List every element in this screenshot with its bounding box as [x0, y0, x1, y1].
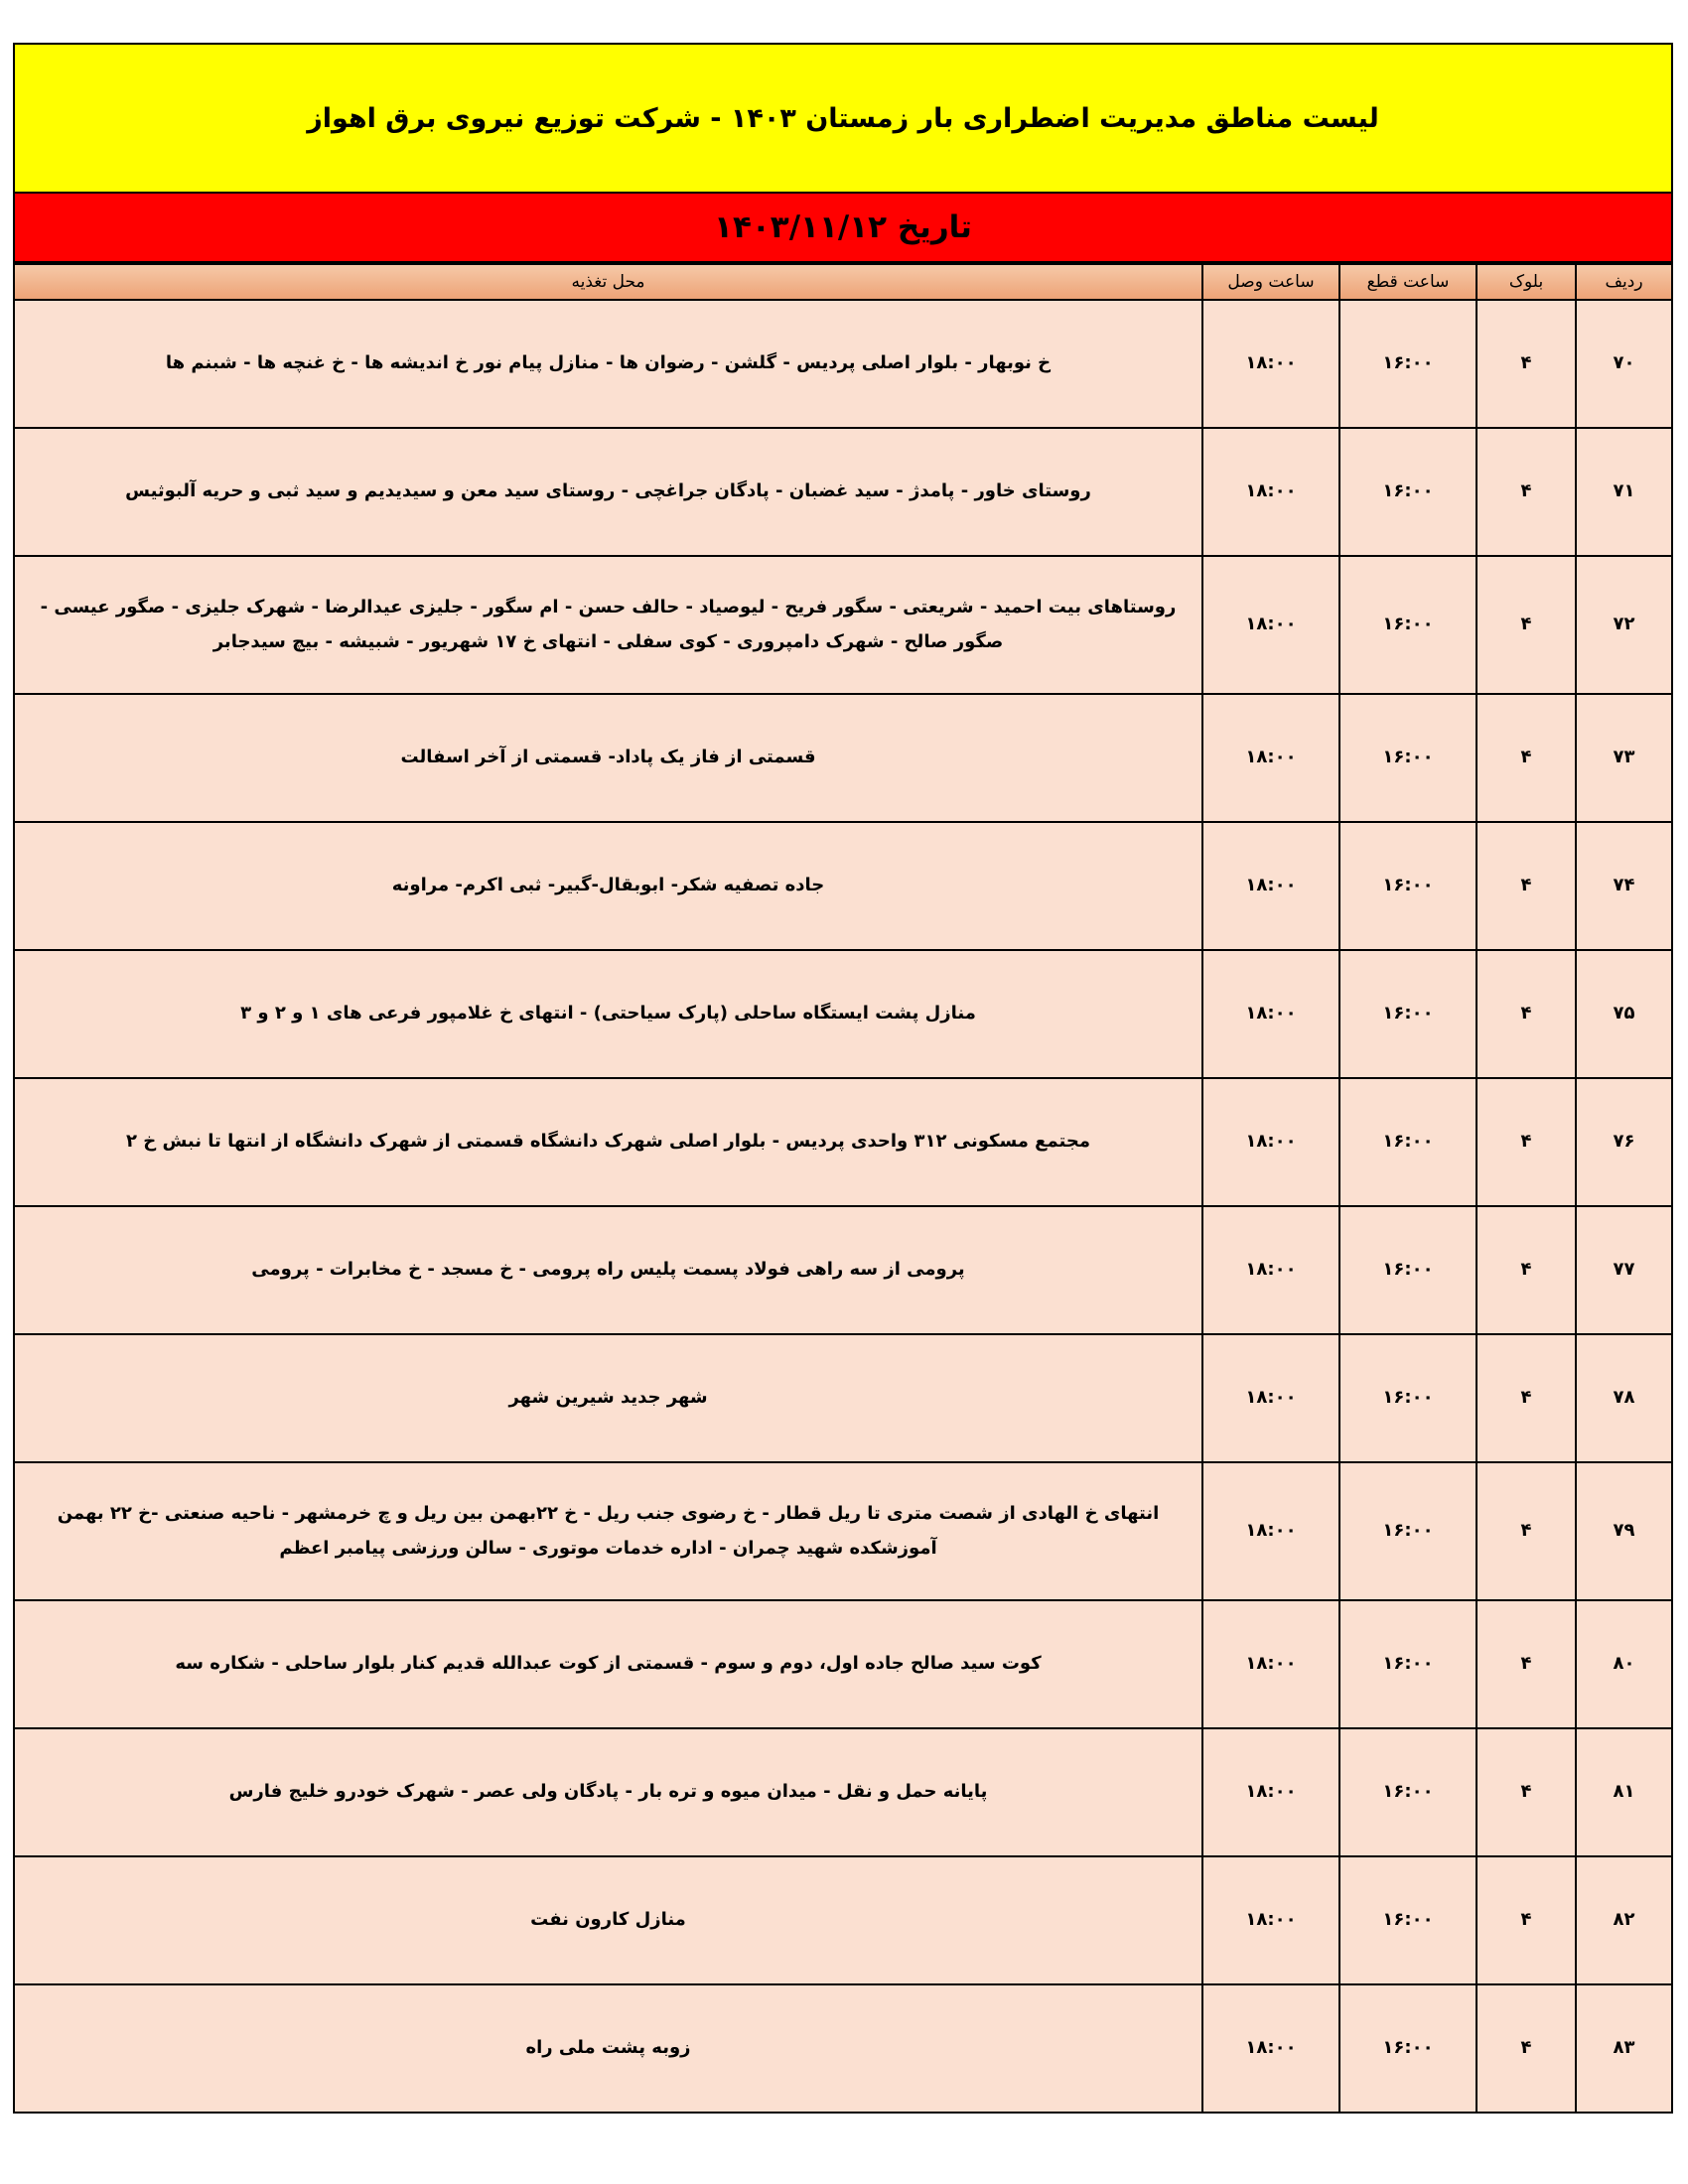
column-header-row-number: ردیف	[1576, 264, 1672, 300]
column-header-cut-time: ساعت قطع	[1339, 264, 1477, 300]
document-title: لیست مناطق مدیریت اضطراری بار زمستان ۱۴۰۳ - شرکت توزیع نیروی برق اهواز	[307, 102, 1379, 134]
row-number-cell: ۸۳	[1576, 1984, 1672, 2113]
table-row	[14, 300, 1672, 428]
cut-time-cell: ۱۶:۰۰	[1339, 1334, 1477, 1462]
document-sheet	[13, 43, 1673, 2114]
cut-time-cell: ۱۶:۰۰	[1339, 822, 1477, 950]
row-number-cell: ۷۸	[1576, 1334, 1672, 1462]
connect-time-cell: ۱۸:۰۰	[1202, 1600, 1339, 1728]
row-number-cell: ۷۴	[1576, 822, 1672, 950]
table-row	[14, 1462, 1672, 1600]
table-row	[14, 822, 1672, 950]
row-number-cell: ۷۳	[1576, 694, 1672, 822]
area-cell: پایانه حمل و نقل - میدان میوه و تره بار - پادگان ولی عصر - شهرک خودرو خلیج فارس	[14, 1728, 1202, 1856]
column-header-area: محل تغذیه	[14, 264, 1202, 300]
cut-time-cell: ۱۶:۰۰	[1339, 694, 1477, 822]
table-row	[14, 428, 1672, 556]
outage-table	[13, 263, 1673, 2114]
cut-time-cell: ۱۶:۰۰	[1339, 1984, 1477, 2113]
block-cell: ۴	[1477, 1856, 1576, 1984]
column-header-connect-time: ساعت وصل	[1202, 264, 1339, 300]
block-cell: ۴	[1477, 1984, 1576, 2113]
column-header-block: بلوک	[1477, 264, 1576, 300]
cut-time-cell: ۱۶:۰۰	[1339, 1078, 1477, 1206]
connect-time-cell: ۱۸:۰۰	[1202, 1206, 1339, 1334]
document-date: تاریخ ۱۴۰۳/۱۱/۱۲	[714, 209, 972, 245]
block-cell: ۴	[1477, 1462, 1576, 1600]
connect-time-cell: ۱۸:۰۰	[1202, 822, 1339, 950]
block-cell: ۴	[1477, 428, 1576, 556]
title-banner	[13, 43, 1673, 194]
area-cell: زوبه پشت ملی راه	[14, 1984, 1202, 2113]
table-body	[14, 300, 1672, 2113]
connect-time-cell: ۱۸:۰۰	[1202, 950, 1339, 1078]
row-number-cell: ۸۲	[1576, 1856, 1672, 1984]
row-number-cell: ۷۵	[1576, 950, 1672, 1078]
table-row	[14, 1078, 1672, 1206]
cut-time-cell: ۱۶:۰۰	[1339, 1856, 1477, 1984]
block-cell: ۴	[1477, 1600, 1576, 1728]
table-row	[14, 1856, 1672, 1984]
table-row	[14, 1600, 1672, 1728]
area-cell: جاده تصفیه شکر- ابوبقال-گبیر- ثبی اکرم- مراونه	[14, 822, 1202, 950]
block-cell: ۴	[1477, 822, 1576, 950]
date-banner	[13, 194, 1673, 263]
connect-time-cell: ۱۸:۰۰	[1202, 1334, 1339, 1462]
block-cell: ۴	[1477, 950, 1576, 1078]
area-cell: کوت سید صالح جاده اول، دوم و سوم - قسمتی از کوت عبدالله قدیم کنار بلوار ساحلی - شکاره سه	[14, 1600, 1202, 1728]
connect-time-cell: ۱۸:۰۰	[1202, 694, 1339, 822]
block-cell: ۴	[1477, 1078, 1576, 1206]
cut-time-cell: ۱۶:۰۰	[1339, 300, 1477, 428]
block-cell: ۴	[1477, 300, 1576, 428]
area-cell: روستای خاور - پامدژ - سید غضبان - پادگان جراغچی - روستای سید معن و سیدیدیم و سید ثبی و حریه آلبوثیس	[14, 428, 1202, 556]
block-cell: ۴	[1477, 1728, 1576, 1856]
row-number-cell: ۷۲	[1576, 556, 1672, 694]
area-cell: روستاهای بیت احمید - شریعتی - سگور فریح - لیوصیاد - حالف حسن - ام سگور - جلیزی عیدالرضا - شهرک جلیزی - صگور عیسی - صگور صالح - شهرک دامپروری - کوی سفلی - انتهای خ ۱۷ شهریور - شبیشه - بیچ سیدجابر	[14, 556, 1202, 694]
row-number-cell: ۷۷	[1576, 1206, 1672, 1334]
connect-time-cell: ۱۸:۰۰	[1202, 1078, 1339, 1206]
table-row	[14, 1334, 1672, 1462]
cut-time-cell: ۱۶:۰۰	[1339, 428, 1477, 556]
connect-time-cell: ۱۸:۰۰	[1202, 1856, 1339, 1984]
table-header-row	[14, 264, 1672, 300]
area-cell: منازل پشت ایستگاه ساحلی (پارک سیاحتی) - انتهای خ غلامپور فرعی های ۱ و ۲ و ۳	[14, 950, 1202, 1078]
cut-time-cell: ۱۶:۰۰	[1339, 1206, 1477, 1334]
row-number-cell: ۷۱	[1576, 428, 1672, 556]
connect-time-cell: ۱۸:۰۰	[1202, 1728, 1339, 1856]
connect-time-cell: ۱۸:۰۰	[1202, 556, 1339, 694]
area-cell: خ نوبهار - بلوار اصلی پردیس - گلشن - رضوان ها - منازل پیام نور خ اندیشه ها - خ غنچه ها - شبنم ها	[14, 300, 1202, 428]
cut-time-cell: ۱۶:۰۰	[1339, 556, 1477, 694]
block-cell: ۴	[1477, 1206, 1576, 1334]
area-cell: پرومی از سه راهی فولاد پسمت پلیس راه پرومی - خ مسجد - خ مخابرات - پرومی	[14, 1206, 1202, 1334]
connect-time-cell: ۱۸:۰۰	[1202, 428, 1339, 556]
row-number-cell: ۸۰	[1576, 1600, 1672, 1728]
area-cell: قسمتی از فاز یک پاداد- قسمتی از آخر اسفالت	[14, 694, 1202, 822]
area-cell: مجتمع مسکونی ۳۱۲ واحدی پردیس - بلوار اصلی شهرک دانشگاه قسمتی از شهرک دانشگاه از انتها تا نبش خ ۲	[14, 1078, 1202, 1206]
area-cell: منازل کارون نفت	[14, 1856, 1202, 1984]
table-row	[14, 950, 1672, 1078]
area-cell: انتهای خ الهادی از شصت متری تا ریل قطار - خ رضوی جنب ریل - خ ۲۲بهمن بین ریل و چ خرمشهر - ناحیه صنعتی -خ ۲۲ بهمن آموزشکده شهید چمران - اداره خدمات موتوری - سالن ورزشی پیامبر اعظم	[14, 1462, 1202, 1600]
table-row	[14, 1206, 1672, 1334]
row-number-cell: ۷۶	[1576, 1078, 1672, 1206]
cut-time-cell: ۱۶:۰۰	[1339, 1462, 1477, 1600]
block-cell: ۴	[1477, 694, 1576, 822]
cut-time-cell: ۱۶:۰۰	[1339, 1600, 1477, 1728]
connect-time-cell: ۱۸:۰۰	[1202, 300, 1339, 428]
area-cell: شهر جدید شیرین شهر	[14, 1334, 1202, 1462]
cut-time-cell: ۱۶:۰۰	[1339, 1728, 1477, 1856]
table-row	[14, 1984, 1672, 2113]
row-number-cell: ۷۹	[1576, 1462, 1672, 1600]
table-row	[14, 556, 1672, 694]
connect-time-cell: ۱۸:۰۰	[1202, 1462, 1339, 1600]
row-number-cell: ۸۱	[1576, 1728, 1672, 1856]
cut-time-cell: ۱۶:۰۰	[1339, 950, 1477, 1078]
block-cell: ۴	[1477, 1334, 1576, 1462]
table-row	[14, 694, 1672, 822]
row-number-cell: ۷۰	[1576, 300, 1672, 428]
block-cell: ۴	[1477, 556, 1576, 694]
table-row	[14, 1728, 1672, 1856]
connect-time-cell: ۱۸:۰۰	[1202, 1984, 1339, 2113]
